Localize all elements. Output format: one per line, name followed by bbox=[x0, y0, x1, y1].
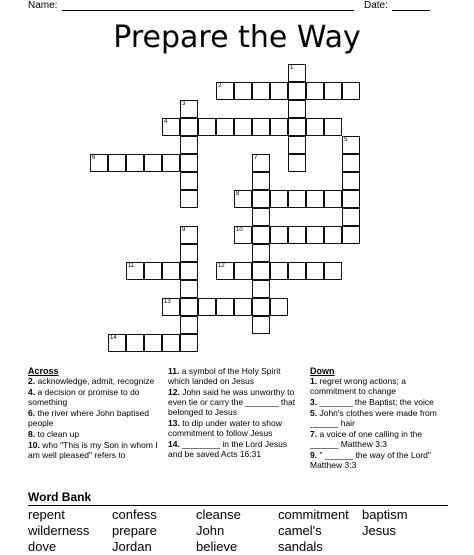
grid-cell[interactable] bbox=[180, 298, 198, 316]
grid-cell[interactable] bbox=[162, 262, 180, 280]
grid-cell[interactable] bbox=[180, 190, 198, 208]
grid-cell[interactable] bbox=[234, 298, 252, 316]
grid-cell[interactable] bbox=[252, 298, 270, 316]
down-heading: Down bbox=[310, 366, 335, 376]
grid-cell[interactable] bbox=[252, 262, 270, 280]
clue-number: 12 bbox=[218, 263, 225, 269]
grid-cell[interactable] bbox=[180, 172, 198, 190]
grid-cell[interactable] bbox=[126, 154, 144, 172]
word-bank-item: confess bbox=[112, 507, 157, 522]
clue-down-3: 3. _______ the Baptist; the voice bbox=[310, 397, 434, 407]
clue-down-5: 5. John's clothes were made from ______ hair bbox=[310, 408, 437, 428]
grid-cell[interactable] bbox=[342, 154, 360, 172]
clue-number: 6 bbox=[92, 155, 96, 161]
grid-cell[interactable] bbox=[324, 262, 342, 280]
grid-cell[interactable] bbox=[342, 226, 360, 244]
grid-cell[interactable] bbox=[342, 190, 360, 208]
grid-cell[interactable] bbox=[216, 82, 234, 100]
grid-cell[interactable] bbox=[234, 226, 252, 244]
grid-cell[interactable] bbox=[288, 262, 306, 280]
clue-across-13: 13. to dip under water to show commitment to follow Jesus bbox=[168, 418, 282, 438]
grid-cell[interactable] bbox=[180, 118, 198, 136]
clue-number: 2 bbox=[218, 83, 222, 89]
grid-cell[interactable] bbox=[90, 154, 108, 172]
word-bank-item: Jesus bbox=[362, 523, 396, 538]
grid-cell[interactable] bbox=[216, 262, 234, 280]
grid-cell[interactable] bbox=[288, 118, 306, 136]
clue-down-9: 9. " ______ the way of the Lord" Matthew 3:3 bbox=[310, 450, 431, 470]
grid-cell[interactable] bbox=[126, 262, 144, 280]
clue-number: 1 bbox=[290, 65, 294, 71]
grid-cell[interactable] bbox=[234, 118, 252, 136]
clue-number: 8 bbox=[236, 191, 240, 197]
grid-cell[interactable] bbox=[324, 190, 342, 208]
clue-number: 7 bbox=[254, 155, 258, 161]
grid-cell[interactable] bbox=[342, 208, 360, 226]
grid-cell[interactable] bbox=[270, 226, 288, 244]
grid-cell[interactable] bbox=[234, 82, 252, 100]
clue-down-7: 7. a voice of one calling in the ______ Matthew 3:3 bbox=[310, 429, 423, 449]
page-title: Prepare the Way bbox=[113, 20, 361, 55]
grid-cell[interactable] bbox=[270, 82, 288, 100]
grid-cell[interactable] bbox=[288, 136, 306, 154]
grid-cell[interactable] bbox=[306, 82, 324, 100]
clue-across-14: 14. ________ in the Lord Jesus and be saved Acts 16:31 bbox=[168, 439, 288, 459]
word-bank-title: Word Bank bbox=[28, 490, 92, 504]
grid-cell[interactable] bbox=[270, 190, 288, 208]
word-bank-item: believe bbox=[196, 539, 238, 554]
word-bank-item: John bbox=[196, 523, 225, 538]
grid-cell[interactable] bbox=[252, 82, 270, 100]
clue-across-4: 4. a decision or promise to do something bbox=[28, 387, 140, 407]
grid-cell[interactable] bbox=[180, 136, 198, 154]
clue-number: 13 bbox=[164, 299, 171, 305]
grid-cell[interactable] bbox=[324, 118, 342, 136]
grid-cell[interactable] bbox=[288, 154, 306, 172]
grid-cell[interactable] bbox=[144, 154, 162, 172]
word-bank-item: Jordan bbox=[112, 539, 152, 554]
grid-cell[interactable] bbox=[252, 154, 270, 172]
clue-number: 3 bbox=[182, 101, 186, 107]
word-bank-item: baptism bbox=[362, 507, 408, 522]
word-bank-item: prepare bbox=[112, 523, 157, 538]
grid-cell[interactable] bbox=[288, 64, 306, 82]
clue-number: 9 bbox=[182, 227, 186, 233]
clue-number: 4 bbox=[164, 119, 168, 125]
across-clues-continued bbox=[168, 366, 298, 460]
across-heading: Across bbox=[28, 366, 59, 376]
clue-number: 5 bbox=[344, 137, 348, 143]
clue-across-11: 11. a symbol of the Holy Spirit which landed on Jesus bbox=[168, 366, 281, 386]
grid-cell[interactable] bbox=[252, 244, 270, 262]
word-bank-item: sandals bbox=[278, 539, 323, 554]
grid-cell[interactable] bbox=[252, 280, 270, 298]
clue-across-6: 6. the river where John baptised people bbox=[28, 408, 149, 428]
grid-cell[interactable] bbox=[342, 82, 360, 100]
grid-cell[interactable] bbox=[216, 298, 234, 316]
date-label: Date: bbox=[364, 0, 388, 11]
grid-cell[interactable] bbox=[198, 298, 216, 316]
grid-cell[interactable] bbox=[324, 226, 342, 244]
name-label: Name: bbox=[28, 0, 58, 11]
grid-cell[interactable] bbox=[180, 100, 198, 118]
clue-across-2: 2. acknowledge, admit, recognize bbox=[28, 376, 155, 386]
grid-cell[interactable] bbox=[306, 118, 324, 136]
grid-cell[interactable] bbox=[288, 100, 306, 118]
grid-cell[interactable] bbox=[252, 226, 270, 244]
down-clues bbox=[310, 366, 448, 471]
clue-across-10: 10. who "This is my Son in whom I am well pleased" refers to bbox=[28, 440, 158, 460]
word-bank-item: cleanse bbox=[196, 507, 241, 522]
grid-cell[interactable] bbox=[252, 172, 270, 190]
grid-cell[interactable] bbox=[198, 118, 216, 136]
grid-cell[interactable] bbox=[234, 190, 252, 208]
grid-cell[interactable] bbox=[306, 226, 324, 244]
word-bank-item: dove bbox=[28, 539, 57, 554]
grid-cell[interactable] bbox=[252, 316, 270, 334]
grid-cell[interactable] bbox=[108, 154, 126, 172]
grid-cell[interactable] bbox=[162, 154, 180, 172]
grid-cell[interactable] bbox=[180, 334, 198, 352]
grid-cell[interactable] bbox=[108, 334, 126, 352]
word-bank-item: commitment bbox=[278, 507, 349, 522]
grid-cell[interactable] bbox=[270, 262, 288, 280]
grid-cell[interactable] bbox=[126, 334, 144, 352]
grid-cell[interactable] bbox=[252, 208, 270, 226]
clue-number: 10 bbox=[236, 227, 243, 233]
grid-cell[interactable] bbox=[180, 316, 198, 334]
grid-cell[interactable] bbox=[306, 190, 324, 208]
word-bank-item: camel's bbox=[278, 523, 322, 538]
clue-down-1: 1. regret wrong actions; a commitment to change bbox=[310, 376, 406, 396]
word-bank-item: repent bbox=[28, 507, 65, 522]
grid-cell[interactable] bbox=[162, 118, 180, 136]
grid-cell[interactable] bbox=[288, 226, 306, 244]
grid-cell[interactable] bbox=[180, 262, 198, 280]
grid-cell[interactable] bbox=[288, 82, 306, 100]
grid-cell[interactable] bbox=[180, 280, 198, 298]
grid-cell[interactable] bbox=[288, 190, 306, 208]
grid-cell[interactable] bbox=[342, 136, 360, 154]
across-clues bbox=[28, 366, 158, 461]
grid-cell[interactable] bbox=[234, 262, 252, 280]
grid-cell[interactable] bbox=[180, 244, 198, 262]
grid-cell[interactable] bbox=[324, 82, 342, 100]
grid-cell[interactable] bbox=[162, 334, 180, 352]
word-bank-divider bbox=[28, 505, 448, 506]
grid-cell[interactable] bbox=[162, 298, 180, 316]
grid-cell[interactable] bbox=[144, 334, 162, 352]
grid-cell[interactable] bbox=[180, 154, 198, 172]
grid-cell[interactable] bbox=[216, 118, 234, 136]
clue-across-12: 12. John said he was unworthy to even tie or carry the _______ that belonged to Jesus bbox=[168, 387, 296, 417]
word-bank-item: wilderness bbox=[28, 523, 90, 538]
grid-cell[interactable] bbox=[252, 190, 270, 208]
clue-number: 14 bbox=[110, 335, 117, 341]
grid-cell[interactable] bbox=[180, 226, 198, 244]
grid-cell[interactable] bbox=[270, 298, 288, 316]
grid-cell[interactable] bbox=[306, 262, 324, 280]
grid-cell[interactable] bbox=[252, 118, 270, 136]
clue-number: 11 bbox=[128, 263, 135, 269]
grid-cell[interactable] bbox=[342, 172, 360, 190]
grid-cell[interactable] bbox=[270, 118, 288, 136]
grid-cell[interactable] bbox=[144, 262, 162, 280]
clue-across-8: 8. to clean up bbox=[28, 429, 80, 439]
